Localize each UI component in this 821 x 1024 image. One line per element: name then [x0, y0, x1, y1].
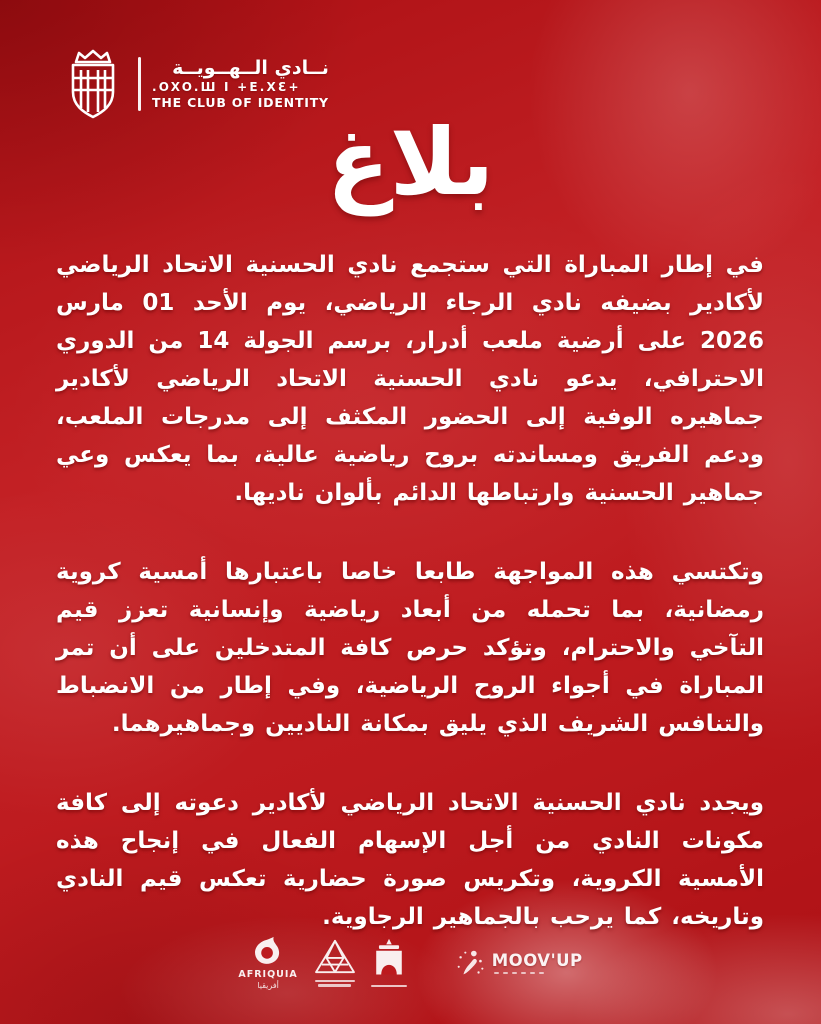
paragraph-ramadan-evening: وتكتسي هذه المواجهة طابعا خاصا باعتبارها أمسية كروية رمضانية، بما تحمله من أبعاد رياضية وإنسانية تعزز قيم التآخي والاحترام، وتؤكد حرص كافة المتدخلين على أن تمر المباراة في أجواء الروح الرياضية، وفي إطار من الانضباط والتنافس الشريف الذي يليق بمكانة الناديين وجماهيرهما. — [56, 559, 764, 737]
moovup-caption-dots — [494, 972, 548, 974]
club-mottos — [152, 58, 329, 111]
paragraph-renewed-invitation: ويجدد نادي الحسنية الاتحاد الرياضي لأكادير دعوته إلى كافة مكونات النادي من أجل الإسهام الفعال في إنجاح هذه الأمسية الكروية، وتكريس صورة حضارية تعكس قيم النادي وتاريخه، كما يرحب بالجماهير الرجاوية. — [56, 790, 764, 930]
communique-title: بلاغ — [326, 109, 495, 216]
moovup-label: MOOV'UP — [491, 951, 583, 970]
arch-caption-bars — [371, 983, 407, 988]
arch-gate-icon — [370, 938, 408, 980]
sponsor-arch-emblem — [370, 938, 408, 988]
afriquia-arabic-label: أفريقيا — [257, 981, 279, 990]
sponsor-region-emblem — [314, 939, 356, 987]
afriquia-drop-icon — [251, 935, 285, 967]
header-divider — [138, 57, 141, 111]
sponsor-afriquia-logo — [238, 935, 297, 990]
sponsor-moovup-logo — [454, 946, 583, 980]
club-arabic-motto: نــادي الــهــويــة — [172, 56, 329, 79]
club-tifinagh-motto: .OXO.Ш I +E.XƐ+ — [152, 79, 301, 94]
moovup-text-block — [492, 951, 583, 974]
paragraph-match-announcement: في إطار المباراة التي ستجمع نادي الحسنية الاتحاد الرياضي لأكادير بضيفه نادي الرجاء الرياضي، يوم الأحد 01 مارس 2026 على أرضية ملعب أدرار، برسم الجولة 14 من الدوري الاحترافي، يدعو نادي الحسنية الاتحاد الرياضي لأكادير جماهيره الوفية إلى الحضور المكثف إلى مدرجات الملعب، ودعم الفريق ومساندته بروح رياضية عالية، بما يعكس وعي جماهير الحسنية وارتباطها الدائم بألوان ناديها. — [56, 252, 765, 506]
sponsors-row — [0, 935, 821, 990]
afriquia-label: AFRIQUIA — [238, 969, 298, 980]
moovup-splash-runner-icon — [454, 946, 488, 980]
communique-body — [56, 246, 764, 936]
club-english-motto: THE CLUB OF IDENTITY — [152, 95, 329, 111]
triangle-lattice-icon — [314, 939, 356, 975]
region-caption-bars — [315, 978, 355, 987]
